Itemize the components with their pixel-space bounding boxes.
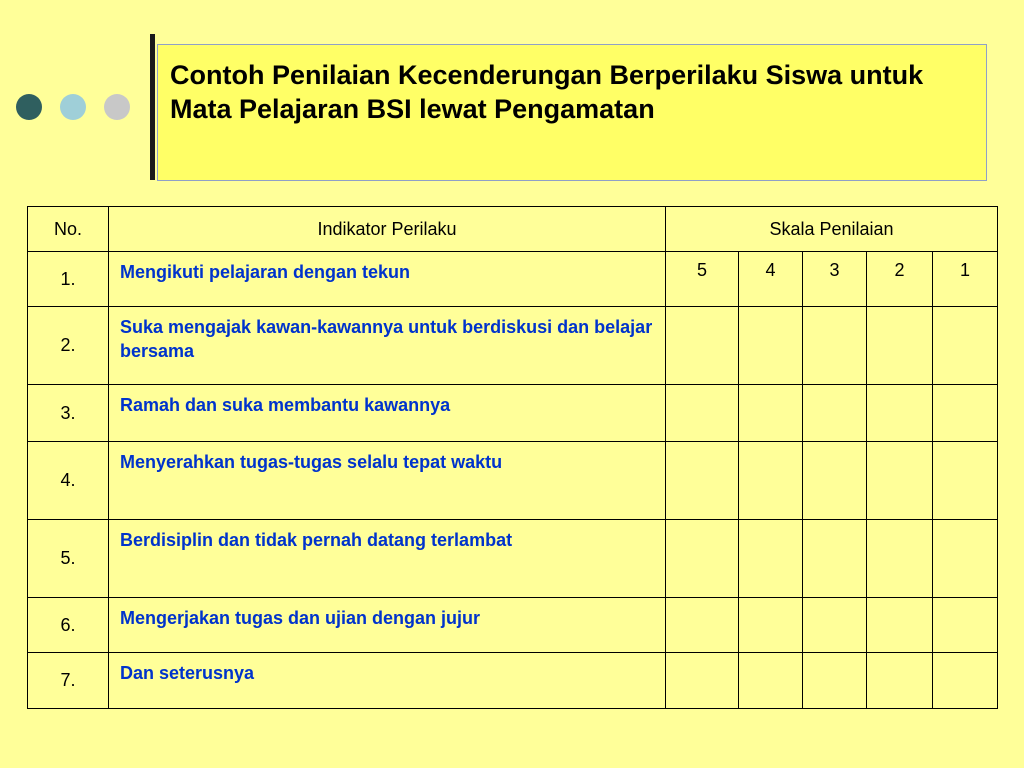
- rating-cell: [666, 307, 739, 385]
- rating-cell: [739, 442, 803, 520]
- rating-cell: [666, 385, 739, 442]
- row-indicator: Dan seterusnya: [109, 653, 666, 709]
- dot-light-blue: [60, 94, 86, 120]
- table-row: [28, 520, 998, 598]
- row-indicator: Suka mengajak kawan-kawannya untuk berdiskusi dan belajar bersama: [109, 307, 666, 385]
- rating-cell: [803, 653, 867, 709]
- rating-cell: [739, 598, 803, 653]
- rating-cell: [666, 653, 739, 709]
- title-box: [157, 44, 987, 181]
- rating-cell: [933, 385, 998, 442]
- rating-cell: [933, 653, 998, 709]
- slide-title: Contoh Penilaian Kecenderungan Berperilaku Siswa untuk Mata Pelajaran BSI lewat Pengamatan: [170, 60, 924, 124]
- table-row: [28, 307, 998, 385]
- rating-cell: [867, 520, 933, 598]
- row-number: 6.: [28, 598, 109, 653]
- row-number: 3.: [28, 385, 109, 442]
- row-number: 1.: [28, 252, 109, 307]
- title-accent-bar: [150, 34, 155, 180]
- rating-cell: [867, 385, 933, 442]
- row-indicator: Mengerjakan tugas dan ujian dengan jujur: [109, 598, 666, 653]
- dot-dark-teal: [16, 94, 42, 120]
- row-number: 5.: [28, 520, 109, 598]
- rating-cell: [666, 520, 739, 598]
- table-row: [28, 385, 998, 442]
- rating-cell: [803, 307, 867, 385]
- row-number: 2.: [28, 307, 109, 385]
- rating-cell: [666, 442, 739, 520]
- rating-cell: [867, 442, 933, 520]
- rating-cell: [867, 653, 933, 709]
- row-number: 7.: [28, 653, 109, 709]
- scale-value-5: 5: [666, 252, 739, 307]
- scale-value-3: 3: [803, 252, 867, 307]
- row-indicator: Mengikuti pelajaran dengan tekun: [109, 252, 666, 307]
- row-indicator: Ramah dan suka membantu kawannya: [109, 385, 666, 442]
- rating-cell: [803, 385, 867, 442]
- decorative-dots: [16, 94, 136, 122]
- header-indicator: Indikator Perilaku: [109, 207, 666, 252]
- rating-cell: [803, 442, 867, 520]
- rating-cell: [803, 520, 867, 598]
- scale-value-2: 2: [867, 252, 933, 307]
- rating-cell: [739, 653, 803, 709]
- rating-cell: [933, 307, 998, 385]
- rating-cell: [739, 385, 803, 442]
- rating-cell: [933, 520, 998, 598]
- header-scale: Skala Penilaian: [666, 207, 998, 252]
- rating-cell: [739, 307, 803, 385]
- table-row: [28, 442, 998, 520]
- dot-gray: [104, 94, 130, 120]
- row-indicator: Menyerahkan tugas-tugas selalu tepat waktu: [109, 442, 666, 520]
- assessment-table: [27, 206, 998, 709]
- table-row: [28, 252, 998, 307]
- rating-cell: [739, 520, 803, 598]
- rating-cell: [933, 598, 998, 653]
- row-number: 4.: [28, 442, 109, 520]
- row-indicator: Berdisiplin dan tidak pernah datang terlambat: [109, 520, 666, 598]
- table-row: [28, 653, 998, 709]
- rating-cell: [867, 307, 933, 385]
- rating-cell: [666, 598, 739, 653]
- table-row: [28, 598, 998, 653]
- scale-value-4: 4: [739, 252, 803, 307]
- header-no: No.: [28, 207, 109, 252]
- rating-cell: [803, 598, 867, 653]
- scale-value-1: 1: [933, 252, 998, 307]
- rating-cell: [933, 442, 998, 520]
- rating-cell: [867, 598, 933, 653]
- table-header-row: [28, 207, 998, 252]
